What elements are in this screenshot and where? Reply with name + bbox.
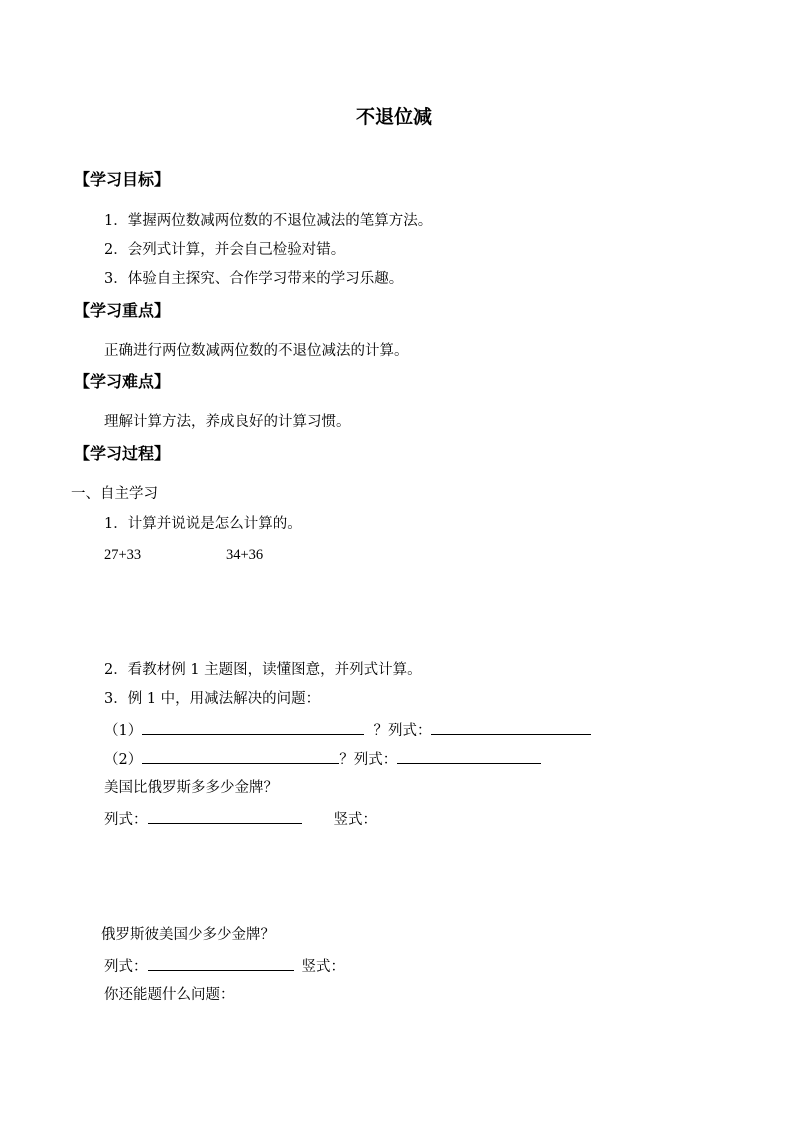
formula-label: 列式： — [104, 812, 148, 828]
objective-item-1: 1．掌握两位数减两位数的不退位减法的笔算方法。 — [104, 213, 433, 229]
difficulties-heading: 【学习难点】 — [74, 372, 171, 391]
objective-item-2: 2．会列式计算，并会自己检验对错。 — [104, 242, 346, 258]
difficulties-text: 理解计算方法，养成良好的计算习惯。 — [104, 414, 351, 430]
problem-2-answer-line — [104, 955, 345, 977]
question-2: 2．看教材例 1 主题图，读懂图意，并列式计算。 — [104, 662, 422, 678]
key-points-heading: 【学习重点】 — [74, 301, 171, 320]
vertical-label-2: 竖式： — [301, 959, 345, 975]
sub1-answer-blank[interactable] — [142, 719, 364, 735]
calc-item-2: 34+36 — [226, 547, 264, 563]
calc-item-1: 27+33 — [104, 547, 142, 563]
problem-2-formula-blank[interactable] — [148, 955, 294, 971]
key-points-text: 正确进行两位数减两位数的不退位减法的计算。 — [104, 343, 409, 359]
question-1: 1．计算并说说是怎么计算的。 — [104, 516, 302, 532]
problem-1: 美国比俄罗斯多多少金牌？ — [104, 780, 278, 796]
sub1-formula-blank[interactable] — [431, 719, 591, 735]
problem-1-answer-line — [104, 808, 377, 830]
more-questions: 你还能题什么问题： — [104, 987, 235, 1003]
problem-1-formula-blank[interactable] — [148, 808, 302, 824]
sub2-label: （2） — [104, 752, 143, 768]
objective-item-3: 3．体验自主探究、合作学习带来的学习乐趣。 — [104, 271, 404, 287]
sub2-formula-blank[interactable] — [397, 748, 541, 764]
sub2-formula-label: ？列式： — [339, 752, 398, 768]
sub1-label: （1） — [104, 723, 143, 739]
sub1-formula-label: ？列式： — [373, 723, 432, 739]
formula-label-2: 列式： — [104, 959, 148, 975]
problem-2: 俄罗斯彼美国少多少金牌？ — [101, 927, 275, 943]
sub-question-1 — [104, 719, 591, 741]
page-title: 不退位减 — [356, 106, 433, 128]
objectives-heading: 【学习目标】 — [74, 170, 171, 189]
self-study-heading: 一、自主学习 — [71, 486, 158, 502]
sub-question-2 — [104, 748, 541, 770]
vertical-label: 竖式： — [333, 812, 377, 828]
sub2-answer-blank[interactable] — [142, 748, 339, 764]
question-3: 3．例 1 中，用减法解决的问题： — [104, 691, 321, 707]
process-heading: 【学习过程】 — [74, 444, 171, 463]
